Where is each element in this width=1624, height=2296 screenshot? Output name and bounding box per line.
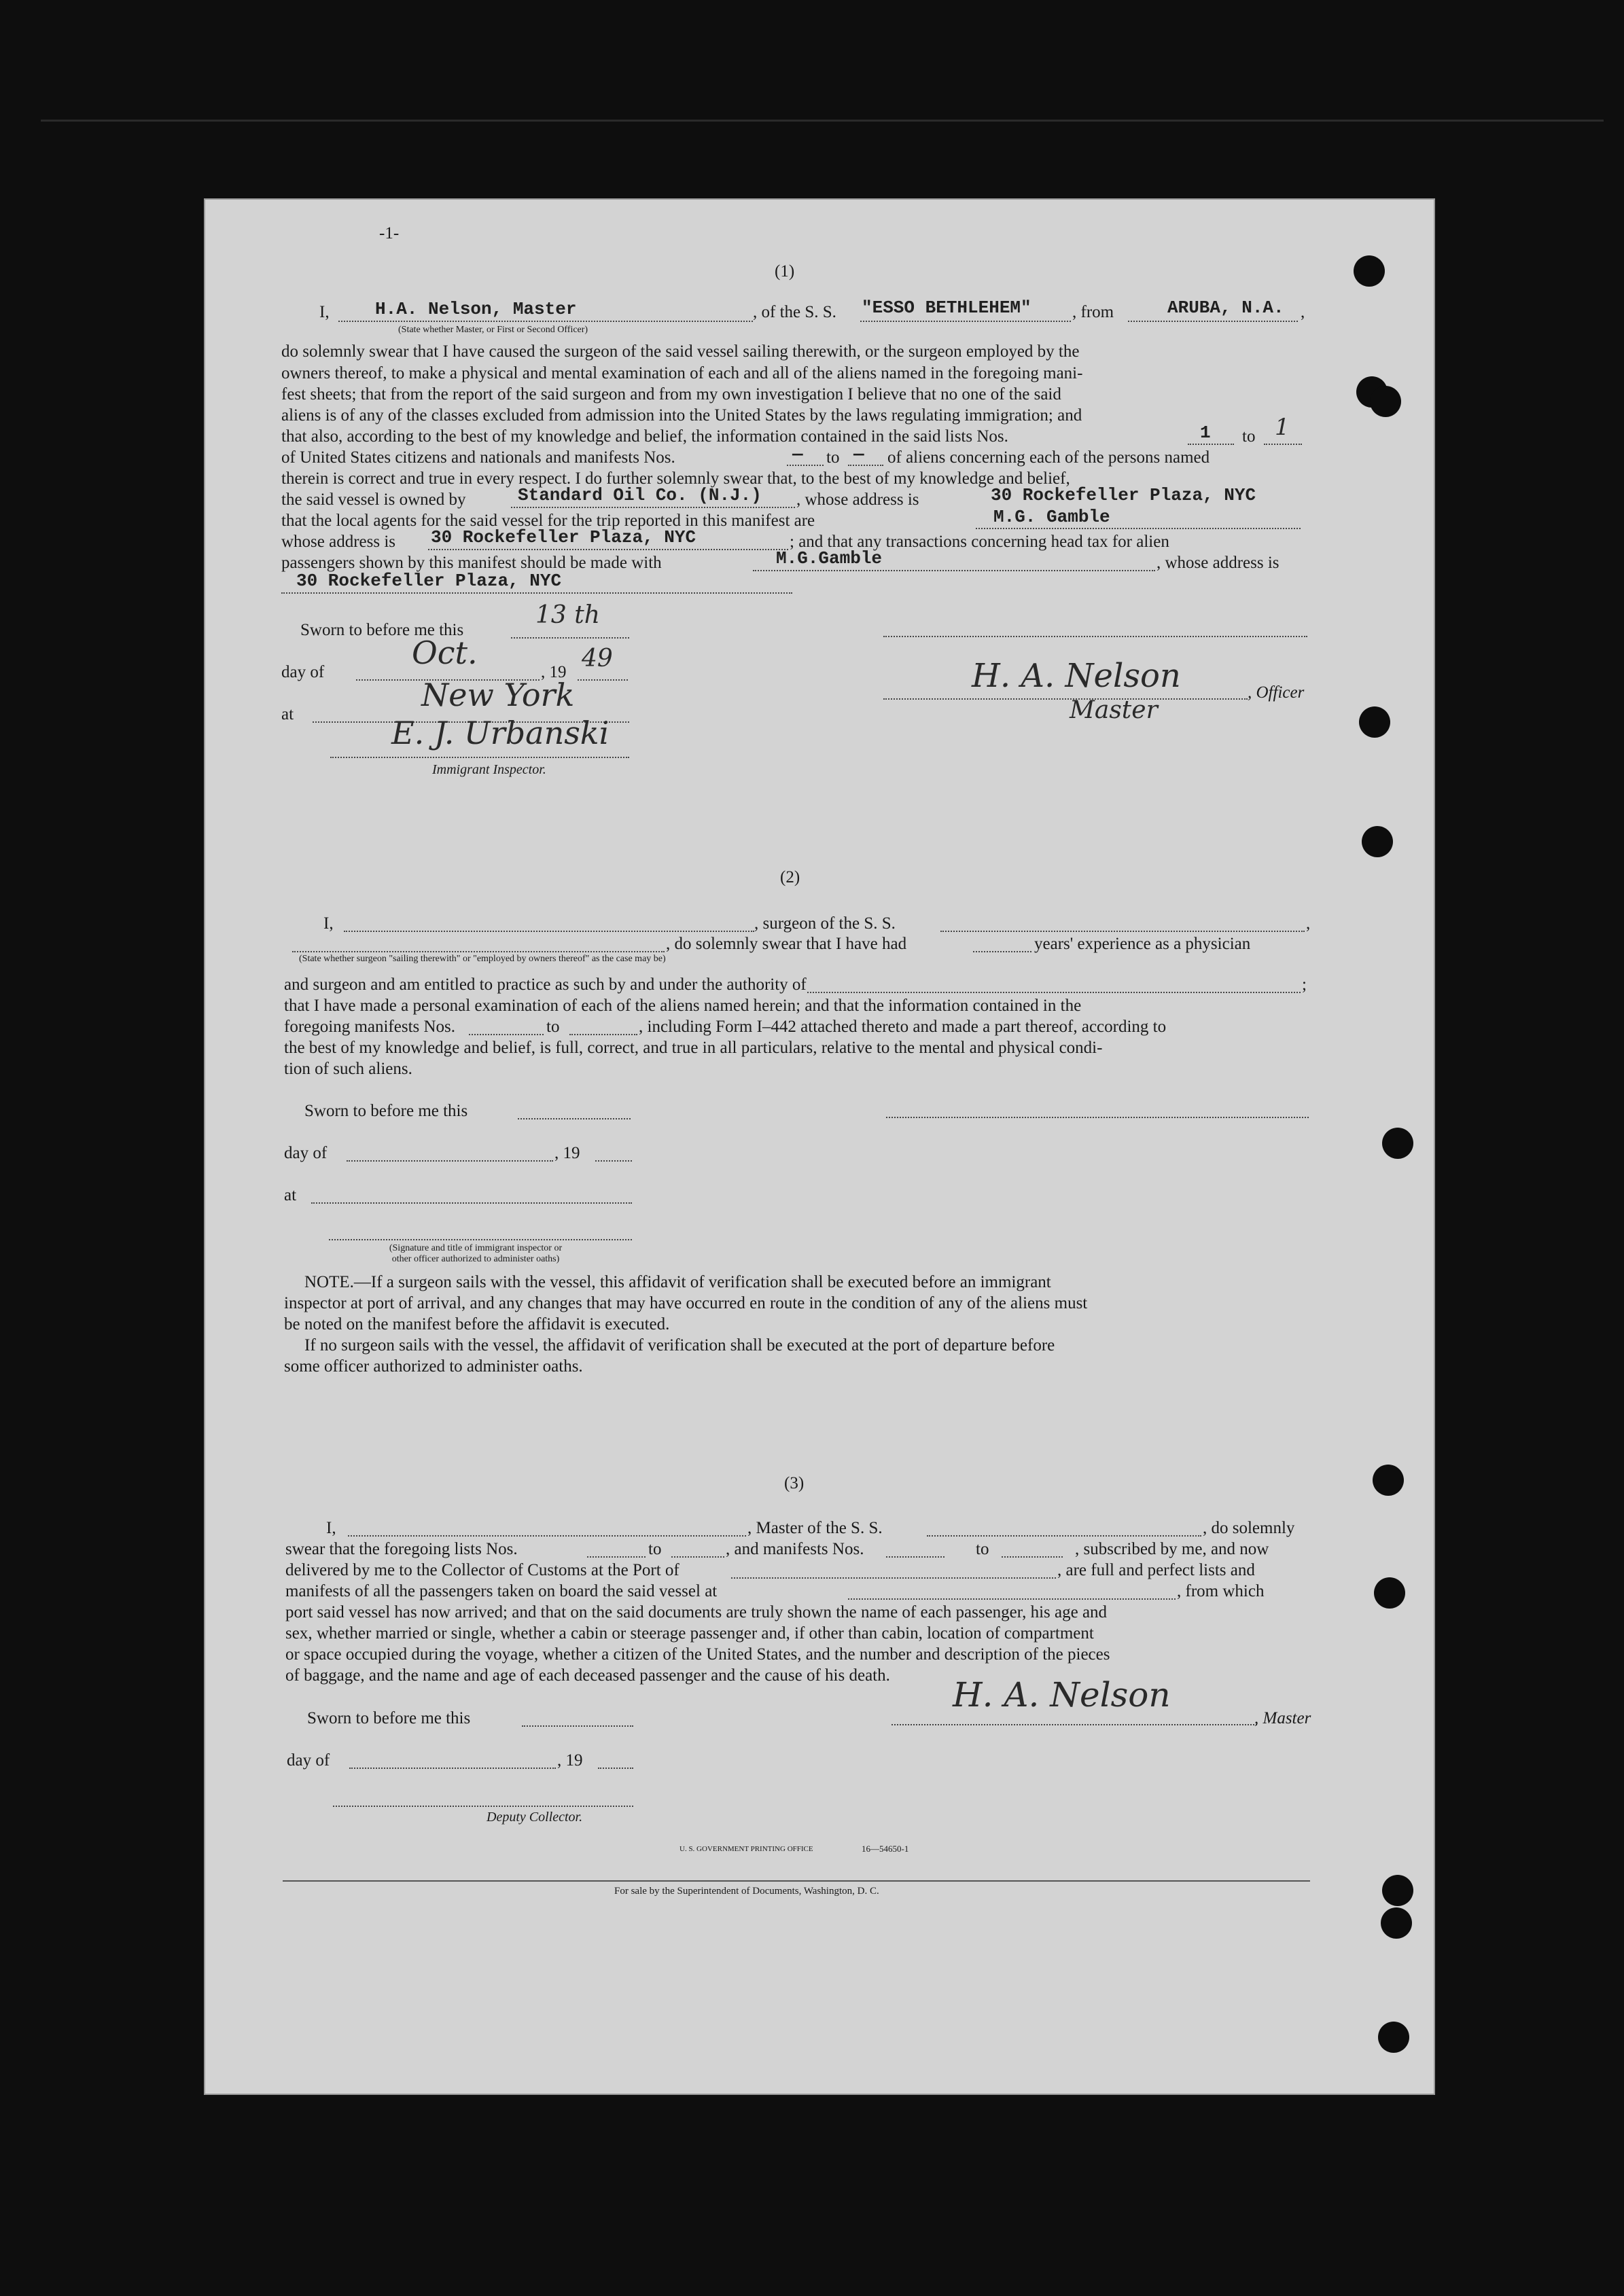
s2-year-prefix: , 19 [554, 1144, 580, 1162]
s1-line6-to: to [826, 448, 840, 467]
section-1-number: (1) [775, 262, 795, 281]
s3-master-signature: H. A. Nelson [953, 1675, 1171, 1715]
s1-agent-address: 30 Rockefeller Plaza, NYC [431, 527, 696, 548]
s3-line2-to: to [648, 1540, 662, 1558]
s1-line10a: whose address is [281, 533, 396, 551]
s3-line2-to2: to [976, 1540, 989, 1558]
s1-master-name: H.A. Nelson, Master [375, 299, 577, 319]
s2-surgeon-of: , surgeon of the S. S. [754, 914, 896, 933]
s1-agent-line [976, 528, 1301, 529]
s3-line5: port said vessel has now arrived; and that on the said documents are truly shown the name of each passenger, his age and [285, 1603, 1108, 1621]
section-2-number: (2) [780, 868, 800, 886]
s2-sig-caption-2: other officer authorized to administer oaths) [391, 1254, 560, 1264]
s3-month-line [349, 1768, 556, 1769]
s3-collector-caption: Deputy Collector. [487, 1810, 583, 1825]
s1-tax-agent-line [753, 570, 1155, 571]
s1-inspector-signature: E. J. Urbanski [391, 715, 610, 751]
s2-man-to-line [569, 1034, 637, 1035]
s1-officer-title: Master [1070, 696, 1158, 724]
s2-line2: that I have made a personal examination of each of the aliens named herein; and that the information contained in the [284, 997, 1082, 1015]
s2-sig-caption-1: (Signature and title of immigrant inspector or [389, 1243, 563, 1253]
s2-note-4: If no surgeon sails with the vessel, the affidavit of verification shall be executed at the port of departure before [304, 1336, 1055, 1355]
s2-note-2: inspector at port of arrival, and any changes that may have occurred en route in the condition of any of the aliens must [284, 1294, 1088, 1312]
s2-day-of-label: day of [284, 1144, 328, 1162]
s3-lists-to-line [671, 1556, 724, 1558]
punch-hole [1362, 826, 1393, 857]
s1-origin: ARUBA, N.A. [1167, 298, 1284, 318]
s3-line6: sex, whether married or single, whether a cabin or steerage passenger and, if other than cabin, location of compartment [285, 1624, 1094, 1643]
s1-line1: do solemnly swear that I have caused the surgeon of the said vessel sailing therewith, or the surgeon employed by the [281, 342, 1080, 361]
s2-officer-sig-line [886, 1117, 1309, 1118]
s2-end-comma: , [1306, 914, 1311, 933]
s1-line10b: ; and that any transactions concerning head tax for alien [790, 533, 1169, 551]
punch-hole [1359, 706, 1390, 738]
s3-i: I, [326, 1519, 336, 1537]
s2-years: years' experience as a physician [1034, 935, 1251, 953]
s2-place-line [311, 1202, 632, 1204]
punch-hole [1370, 386, 1401, 417]
s3-year-prefix: , 19 [557, 1751, 583, 1770]
s2-name-line [344, 931, 754, 932]
s2-note-5: some officer authorized to administer oaths. [284, 1357, 583, 1376]
s2-line3b: , including Form I–442 attached thereto and made a part thereof, according to [639, 1018, 1167, 1036]
s1-lists-from-line [1188, 444, 1234, 445]
s2-line1b: ; [1302, 975, 1307, 994]
s1-line6b: of aliens concerning each of the persons named [887, 448, 1210, 467]
s1-vessel-name: "ESSO BETHLEHEM" [862, 298, 1031, 318]
page-corner-number: -1- [379, 224, 400, 243]
s3-collector-line [333, 1806, 633, 1807]
s1-end-comma: , [1301, 303, 1305, 321]
s3-line8: of baggage, and the name and age of each deceased passenger and the cause of his death. [285, 1666, 890, 1685]
s1-line9a: that the local agents for the said vessel for the trip reported in this manifest are [281, 512, 815, 530]
footer-rule [283, 1880, 1310, 1882]
s1-month: Oct. [412, 634, 478, 671]
s2-sworn-day-line [518, 1118, 631, 1119]
s3-lists-from-line [587, 1556, 646, 1558]
section-3-number: (3) [784, 1474, 805, 1492]
manifest-affidavit-page [204, 198, 1435, 2095]
s1-line3: fest sheets; that from the report of the said surgeon and from my own investigation I believe that no one of the said [281, 385, 1061, 403]
s3-line2a: swear that the foregoing lists Nos. [285, 1540, 518, 1558]
s3-line2b: , and manifests Nos. [726, 1540, 864, 1558]
s3-name-line [348, 1535, 746, 1537]
s2-note-3: be noted on the manifest before the affidavit is executed. [284, 1315, 670, 1333]
s3-line3b: , are full and perfect lists and [1057, 1561, 1255, 1579]
s2-i: I, [323, 914, 334, 933]
s1-line4: aliens is of any of the classes excluded from admission into the United States by the laws regulating immigration; and [281, 406, 1082, 425]
s1-tax-address: 30 Rockefeller Plaza, NYC [296, 571, 562, 591]
s1-year: 49 [582, 645, 613, 672]
s3-master-line [892, 1724, 1257, 1725]
s1-from: , from [1072, 303, 1114, 321]
s2-authority-line [807, 992, 1301, 993]
s3-origin-line [848, 1598, 1176, 1600]
s2-status-line [292, 951, 665, 952]
s1-lists-to: 1 [1275, 414, 1290, 441]
s3-master-of: , Master of the S. S. [747, 1519, 883, 1537]
s2-sworn-label: Sworn to before me this [304, 1102, 468, 1120]
s1-name-line [338, 321, 753, 322]
s1-at-label: at [281, 705, 294, 723]
footer-form-code: 16—54650-1 [862, 1844, 909, 1854]
s3-line7: or space occupied during the voyage, whether a citizen of the United States, and the number and description of the pieces [285, 1645, 1110, 1664]
s1-day-of-label: day of [281, 663, 325, 681]
s1-inspector-caption: Immigrant Inspector. [432, 762, 546, 777]
s1-i: I, [319, 303, 330, 321]
punch-hole [1374, 1577, 1405, 1609]
s1-man-from: — [792, 444, 803, 465]
s1-sworn-label: Sworn to before me this [300, 621, 464, 639]
scanner-edge-line [41, 120, 1604, 122]
punch-hole [1373, 1465, 1404, 1496]
s1-line11b: , whose address is [1157, 554, 1279, 572]
s1-lists-to-line [1264, 444, 1302, 445]
s2-swear: , do solemnly swear that I have had [666, 935, 907, 953]
s1-owner-address: 30 Rockefeller Plaza, NYC [991, 485, 1256, 505]
s1-of-ss: , of the S. S. [753, 303, 836, 321]
s1-master-caption: (State whether Master, or First or Second Officer) [398, 325, 588, 335]
s3-line4b: , from which [1177, 1582, 1265, 1600]
s2-vessel-line [940, 931, 1305, 932]
s3-master-label: , Master [1254, 1709, 1311, 1727]
s1-sworn-day-line [511, 637, 629, 639]
s3-line4a: manifests of all the passengers taken on board the said vessel at [285, 1582, 718, 1600]
punch-hole [1382, 1128, 1413, 1159]
s1-line6a: of United States citizens and nationals and manifests Nos. [281, 448, 675, 467]
s1-tax-agent: M.G.Gamble [776, 548, 883, 569]
s1-blank-sig-line [883, 636, 1307, 637]
s1-line2: owners thereof, to make a physical and mental examination of each and all of the aliens named in the foregoing mani- [281, 364, 1083, 382]
s2-line5: tion of such aliens. [284, 1060, 412, 1078]
s3-solemnly: , do solemnly [1203, 1519, 1295, 1537]
s2-year-line [595, 1160, 632, 1162]
s2-note-1: NOTE.—If a surgeon sails with the vessel, this affidavit of verification shall be executed before an immigrant [304, 1273, 1051, 1291]
s2-line3a: foregoing manifests Nos. [284, 1018, 456, 1036]
s1-man-to: — [853, 444, 864, 465]
s2-line4: the best of my knowledge and belief, is full, correct, and true in all particulars, relative to the mental and physical condi- [284, 1039, 1103, 1057]
s3-year-line [598, 1768, 633, 1769]
s1-officer-label: , Officer [1248, 683, 1305, 702]
s1-line8a: the said vessel is owned by [281, 490, 466, 509]
s3-man-to-line [1002, 1556, 1063, 1558]
s1-origin-line [1128, 321, 1298, 322]
s1-line5a: that also, according to the best of my knowledge and belief, the information contained in the said lists Nos. [281, 427, 1008, 446]
s3-port-line [731, 1577, 1056, 1579]
punch-hole [1378, 2022, 1409, 2053]
s1-line7: therein is correct and true in every respect. I do further solemnly swear that, to the best of my knowledge and belief, [281, 469, 1070, 488]
s2-years-line [973, 951, 1031, 952]
s1-year-prefix: , 19 [541, 663, 567, 681]
s1-year-line [578, 679, 628, 681]
s3-sworn-day-line [522, 1725, 633, 1727]
punch-hole [1354, 255, 1385, 287]
s1-sworn-day: 13 th [535, 601, 600, 629]
footer-printing-office: U. S. GOVERNMENT PRINTING OFFICE [679, 1845, 813, 1853]
punch-hole [1382, 1875, 1413, 1906]
s1-line11a: passengers shown by this manifest should be made with [281, 554, 662, 572]
s3-man-from-line [886, 1556, 945, 1558]
s1-agent: M.G. Gamble [993, 507, 1110, 527]
s1-officer-line [883, 698, 1248, 700]
s3-day-of-label: day of [287, 1751, 330, 1770]
s2-line1a: and surgeon and am entitled to practice as such by and under the authority of [284, 975, 807, 994]
s1-line8b: , whose address is [796, 490, 919, 509]
s3-sworn-label: Sworn to before me this [307, 1709, 471, 1727]
s2-line3-to: to [546, 1018, 560, 1036]
s2-month-line [347, 1160, 553, 1162]
s3-vessel-line [927, 1535, 1201, 1537]
s1-officer-signature: H. A. Nelson [972, 657, 1181, 695]
s2-status-caption: (State whether surgeon "sailing therewith" or "employed by owners thereof" as the case may be) [299, 954, 666, 964]
s2-man-from-line [469, 1034, 544, 1035]
s3-line3a: delivered by me to the Collector of Customs at the Port of [285, 1561, 679, 1579]
s1-vessel-line [860, 321, 1071, 322]
s1-line5-to: to [1242, 427, 1256, 446]
s1-agent-address-line [428, 549, 788, 550]
s2-at-label: at [284, 1186, 297, 1204]
s2-inspector-line [329, 1239, 632, 1240]
s1-lists-from: 1 [1200, 423, 1211, 443]
s1-owner: Standard Oil Co. (N.J.) [518, 485, 762, 505]
s1-inspector-line [330, 757, 629, 758]
footer-sale-notice: For sale by the Superintendent of Documents, Washington, D. C. [614, 1886, 879, 1897]
s1-place: New York [421, 677, 575, 713]
punch-hole [1381, 1907, 1412, 1939]
s3-line2c: , subscribed by me, and now [1075, 1540, 1269, 1558]
s1-tax-address-line [281, 592, 792, 594]
s1-owner-line [511, 507, 795, 508]
